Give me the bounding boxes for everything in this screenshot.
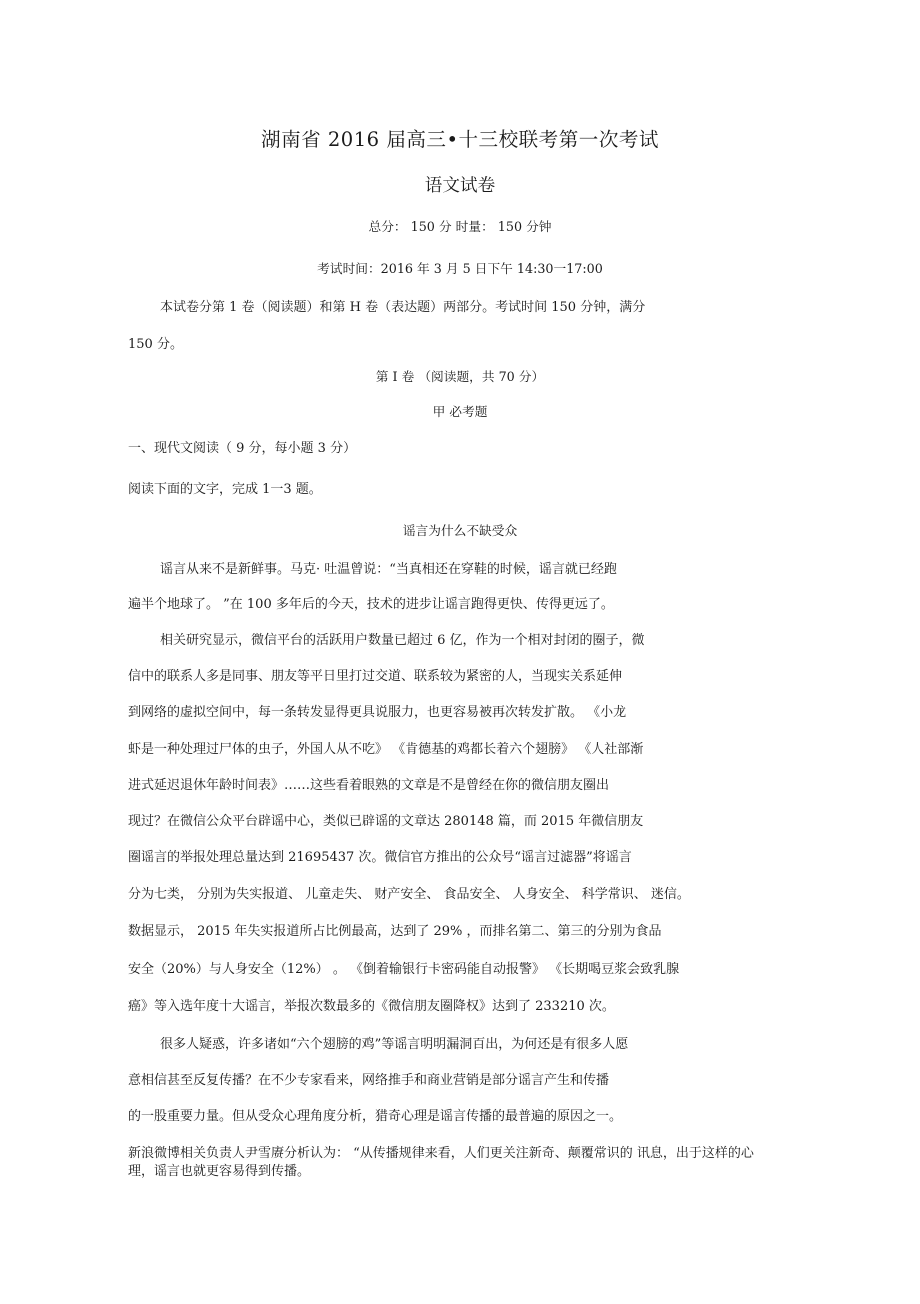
article-line: 的一股重要力量。但从受众心理角度分析，猎奇心理是谣言传播的最普遍的原因之一。 (128, 1109, 623, 1124)
article-line: 谣言从来不是新鲜事。马克· 吐温曾说：“当真相还在穿鞋的时候，谣言就已经跑 (160, 562, 617, 577)
exam-subtitle: 语文试卷 (424, 176, 496, 196)
article-line: 相关研究显示，微信平台的活跃用户数量已超过 6 亿，作为一个相对封闭的圈子，微 (160, 633, 645, 648)
article-line: 进式延迟退休年龄时间表》……这些看着眼熟的文章是不是曾经在你的微信朋友圈出 (128, 778, 610, 793)
article-line: 信中的联系人多是同事、朋友等平日里打过交道、联系较为紧密的人，当现实关系延伸 (128, 669, 623, 684)
article-line: 很多人疑惑，许多诸如“六个翅膀的鸡”等谣言明明漏洞百出，为何还是有很多人愿 (160, 1037, 629, 1052)
article-final-paragraph: 新浪微博相关负责人尹雪赓分析认为： “从传播规律来看，人们更关注新奇、颠覆常识的 讯息，出于这样的心理，谣言也就更容易得到传播。 (128, 1146, 754, 1179)
article-line: 分为七类， 分别为失实报道、 儿童走失、 财产安全、 食品安全、 人身安全、 科学常识、 迷信。 (128, 887, 690, 902)
part-one-heading: 第 Ⅰ 卷 （阅读题，共 70 分） (375, 369, 545, 384)
exam-date-time: 考试时间：2016 年 3 月 5 日下午 14:30一17:00 (317, 261, 603, 276)
article-title: 谣言为什么不缺受众 (402, 523, 518, 538)
intro-line-2: 150 分。 (128, 337, 183, 352)
article-line: 到网络的虚拟空间中，每一条转发显得更具说服力，也更容易被再次转发扩散。 《小龙 (128, 705, 627, 720)
score-time-info: 总分： 150 分 时量： 150 分钟 (368, 219, 552, 234)
reading-instruction: 阅读下面的文字，完成 1一3 题。 (128, 482, 322, 497)
required-questions-heading: 甲 必考题 (432, 404, 488, 419)
article-line: 安全（20%）与人身安全（12%） 。 《倒着输银行卡密码能自动报警》 《长期喝豆浆会致乳腺 (128, 962, 680, 977)
article-line: 虾是一种处理过尸体的虫子，外国人从不吃》 《肯德基的鸡都长着六个翅膀》 《人社部渐 (128, 742, 644, 757)
modern-reading-heading: 一、现代文阅读（ 9 分，每小题 3 分） (128, 441, 357, 456)
intro-line-1: 本试卷分第 1 卷（阅读题）和第 H 卷（表达题）两部分。考试时间 150 分钟，满分 (160, 300, 646, 315)
article-line: 现过？在微信公众平台辟谣中心，类似已辟谣的文章达 280148 篇，而 2015 年微信朋友 (128, 814, 644, 829)
article-line: 癌》等入选年度十大谣言，举报次数最多的《微信朋友圈降权》达到了 233210 次。 (128, 999, 615, 1014)
article-line: 数据显示， 2015 年失实报道所占比例最高，达到了 29% ，而排名第二、第三的分别为食品 (128, 924, 662, 939)
article-line: 圈谣言的举报处理总量达到 21695437 次。微信官方推出的公众号“谣言过滤器”将谣言 (128, 850, 632, 865)
exam-title: 湖南省 2016 届高三•十三校联考第一次考试 (261, 128, 659, 151)
article-line: 意相信甚至反复传播？在不少专家看来，网络推手和商业营销是部分谣言产生和传播 (128, 1073, 610, 1088)
article-line: 遍半个地球了。 ”在 100 多年后的今天，技术的进步让谣言跑得更快、传得更远了。 (128, 597, 614, 612)
